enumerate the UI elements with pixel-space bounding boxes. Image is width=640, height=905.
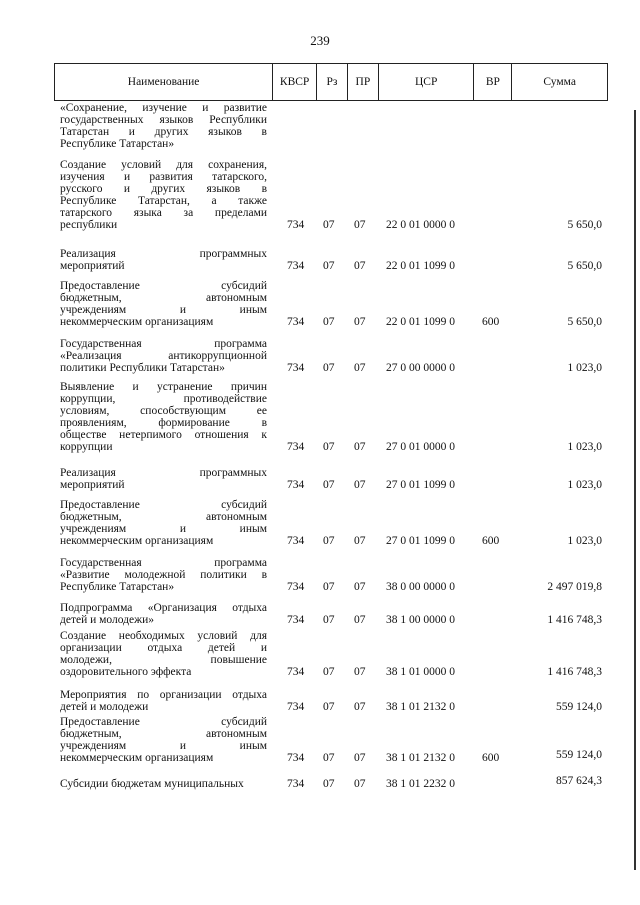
csr-value: 27 0 01 0000 0 — [386, 441, 455, 453]
rz-value: 07 — [323, 614, 335, 626]
row-name-line: учреждениям и иным — [60, 740, 267, 752]
sum-value: 5 650,0 — [567, 316, 602, 328]
row-name-line: организации отдыха детей и — [60, 642, 267, 654]
vr-value: 600 — [482, 316, 500, 328]
row-name — [60, 630, 267, 678]
rz-value: 07 — [323, 260, 335, 272]
kvsr-value: 734 — [287, 614, 305, 626]
csr-value: 38 1 01 2132 0 — [386, 701, 455, 713]
csr-value: 22 0 01 1099 0 — [386, 316, 455, 328]
sum-value: 1 416 748,3 — [547, 614, 602, 626]
rz-value: 07 — [323, 316, 335, 328]
rz-value: 07 — [323, 535, 335, 547]
kvsr-value: 734 — [287, 260, 305, 272]
csr-value: 38 1 01 2132 0 — [386, 752, 455, 764]
header-sum: Сумма — [543, 76, 576, 88]
pr-value: 07 — [354, 614, 366, 626]
row-name — [60, 778, 267, 790]
row-name-line: условиям, способствующим ее — [60, 405, 267, 417]
sum-value: 5 650,0 — [567, 219, 602, 231]
csr-value: 38 0 00 0000 0 — [386, 581, 455, 593]
header-name: Наименование — [55, 64, 273, 100]
row-name — [60, 280, 267, 328]
row-name-line: обществе нетерпимого отношения к — [60, 429, 267, 441]
pr-value: 07 — [354, 260, 366, 272]
row-name-line: Республике Татарстан, а также — [60, 195, 267, 207]
row-name-line: государственных языков Республики — [60, 114, 267, 126]
pr-value: 07 — [354, 666, 366, 678]
kvsr-value: 734 — [287, 479, 305, 491]
row-name-line: мероприятий — [60, 260, 125, 272]
row-name-line: проявлениям, формирование в — [60, 417, 267, 429]
header-csr: ЦСР — [379, 64, 475, 100]
kvsr-value: 734 — [287, 362, 305, 374]
pr-value: 07 — [354, 701, 366, 713]
row-name-line: русского и других языков в — [60, 183, 267, 195]
kvsr-value: 734 — [287, 581, 305, 593]
row-name-line: мероприятий — [60, 479, 125, 491]
page-edge-shadow — [634, 110, 636, 870]
pr-value: 07 — [354, 316, 366, 328]
row-name — [60, 499, 267, 547]
sum-value: 1 023,0 — [567, 479, 602, 491]
header-kvsr: КВСР — [273, 64, 317, 100]
row-name-line: молодежи, повышение — [60, 654, 267, 666]
row-name-line: «Реализация антикоррупционной — [60, 350, 267, 362]
row-name-line: коррупции — [60, 441, 113, 453]
row-name-line: изучения и развития татарского, — [60, 171, 267, 183]
row-name — [60, 689, 267, 713]
rz-value: 07 — [323, 752, 335, 764]
row-name-line: Создание условий для сохранения, — [60, 159, 267, 171]
rz-value: 07 — [323, 581, 335, 593]
row-name-line: Реализация программных — [60, 248, 267, 260]
row-name-line: бюджетным, автономным — [60, 511, 267, 523]
rz-value: 07 — [323, 479, 335, 491]
row-name-line: детей и молодежи» — [60, 614, 154, 626]
row-name-line: «Развитие молодежной политики в — [60, 569, 267, 581]
row-name-line: бюджетным, автономным — [60, 292, 267, 304]
row-name — [60, 602, 267, 626]
row-name-line: Выявление и устранение причин — [60, 381, 267, 393]
row-name — [60, 467, 267, 491]
row-name-line: Предоставление субсидий — [60, 499, 267, 511]
row-name-line: Республике Татарстан» — [60, 581, 175, 593]
row-name-line: Субсидии бюджетам муниципальных — [60, 778, 244, 790]
header-vr: ВР — [474, 64, 512, 100]
row-name-line: «Сохранение, изучение и развитие — [60, 102, 267, 114]
sum-value: 1 023,0 — [567, 441, 602, 453]
vr-value: 600 — [482, 752, 500, 764]
kvsr-value: 734 — [287, 441, 305, 453]
sum-value: 2 497 019,8 — [547, 581, 602, 593]
csr-value: 27 0 01 1099 0 — [386, 535, 455, 547]
page-number: 239 — [310, 33, 330, 48]
rz-value: 07 — [323, 441, 335, 453]
sum-value: 559 124,0 — [556, 701, 602, 713]
row-name-line: Создание необходимых условий для — [60, 630, 267, 642]
csr-value: 27 0 00 0000 0 — [386, 362, 455, 374]
row-name-line: некоммерческим организациям — [60, 316, 214, 328]
row-name-line: Татарстан и других языков в — [60, 126, 267, 138]
row-name-line: некоммерческим организациям — [60, 535, 214, 547]
kvsr-value: 734 — [287, 316, 305, 328]
row-name — [60, 557, 267, 593]
pr-value: 07 — [354, 362, 366, 374]
header-rz: Рз — [317, 64, 348, 100]
kvsr-value: 734 — [287, 701, 305, 713]
pr-value: 07 — [354, 219, 366, 231]
row-name — [60, 102, 267, 150]
pr-value: 07 — [354, 535, 366, 547]
kvsr-value: 734 — [287, 778, 305, 790]
rz-value: 07 — [323, 666, 335, 678]
row-name-line: Государственная программа — [60, 338, 267, 350]
row-name-line: Подпрограмма «Организация отдыха — [60, 602, 267, 614]
sum-value: 559 124,0 — [556, 749, 602, 761]
row-name-line: татарского языка за пределами — [60, 207, 267, 219]
row-name — [60, 338, 267, 374]
rz-value: 07 — [323, 219, 335, 231]
row-name — [60, 159, 267, 231]
rz-value: 07 — [323, 778, 335, 790]
kvsr-value: 734 — [287, 752, 305, 764]
row-name-line: Республике Татарстан» — [60, 138, 175, 150]
csr-value: 22 0 01 0000 0 — [386, 219, 455, 231]
csr-value: 38 1 01 2232 0 — [386, 778, 455, 790]
vr-value: 600 — [482, 535, 500, 547]
row-name-line: коррупции, противодействие — [60, 393, 267, 405]
csr-value: 38 1 00 0000 0 — [386, 614, 455, 626]
sum-value: 1 416 748,3 — [547, 666, 602, 678]
pr-value: 07 — [354, 752, 366, 764]
rz-value: 07 — [323, 362, 335, 374]
csr-value: 22 0 01 1099 0 — [386, 260, 455, 272]
csr-value: 27 0 01 1099 0 — [386, 479, 455, 491]
sum-value: 5 650,0 — [567, 260, 602, 272]
row-name — [60, 381, 267, 453]
sum-value: 1 023,0 — [567, 362, 602, 374]
pr-value: 07 — [354, 581, 366, 593]
sum-value: 1 023,0 — [567, 535, 602, 547]
header-pr: ПР — [348, 64, 379, 100]
row-name-line: республики — [60, 219, 118, 231]
row-name-line: Предоставление субсидий — [60, 280, 267, 292]
row-name-line: политики Республики Татарстан» — [60, 362, 225, 374]
row-name-line: учреждениям и иным — [60, 304, 267, 316]
row-name-line: Мероприятия по организации отдыха — [60, 689, 267, 701]
row-name-line: учреждениям и иным — [60, 523, 267, 535]
row-name — [60, 716, 267, 764]
row-name-line: детей и молодежи — [60, 701, 149, 713]
kvsr-value: 734 — [287, 666, 305, 678]
rz-value: 07 — [323, 701, 335, 713]
pr-value: 07 — [354, 441, 366, 453]
row-name-line: Предоставление субсидий — [60, 716, 267, 728]
sum-value: 857 624,3 — [556, 775, 602, 787]
row-name — [60, 248, 267, 272]
kvsr-value: 734 — [287, 219, 305, 231]
row-name-line: Государственная программа — [60, 557, 267, 569]
csr-value: 38 1 01 0000 0 — [386, 666, 455, 678]
pr-value: 07 — [354, 479, 366, 491]
pr-value: 07 — [354, 778, 366, 790]
row-name-line: бюджетным, автономным — [60, 728, 267, 740]
row-name-line: Реализация программных — [60, 467, 267, 479]
kvsr-value: 734 — [287, 535, 305, 547]
row-name-line: некоммерческим организациям — [60, 752, 214, 764]
row-name-line: оздоровительного эффекта — [60, 666, 192, 678]
